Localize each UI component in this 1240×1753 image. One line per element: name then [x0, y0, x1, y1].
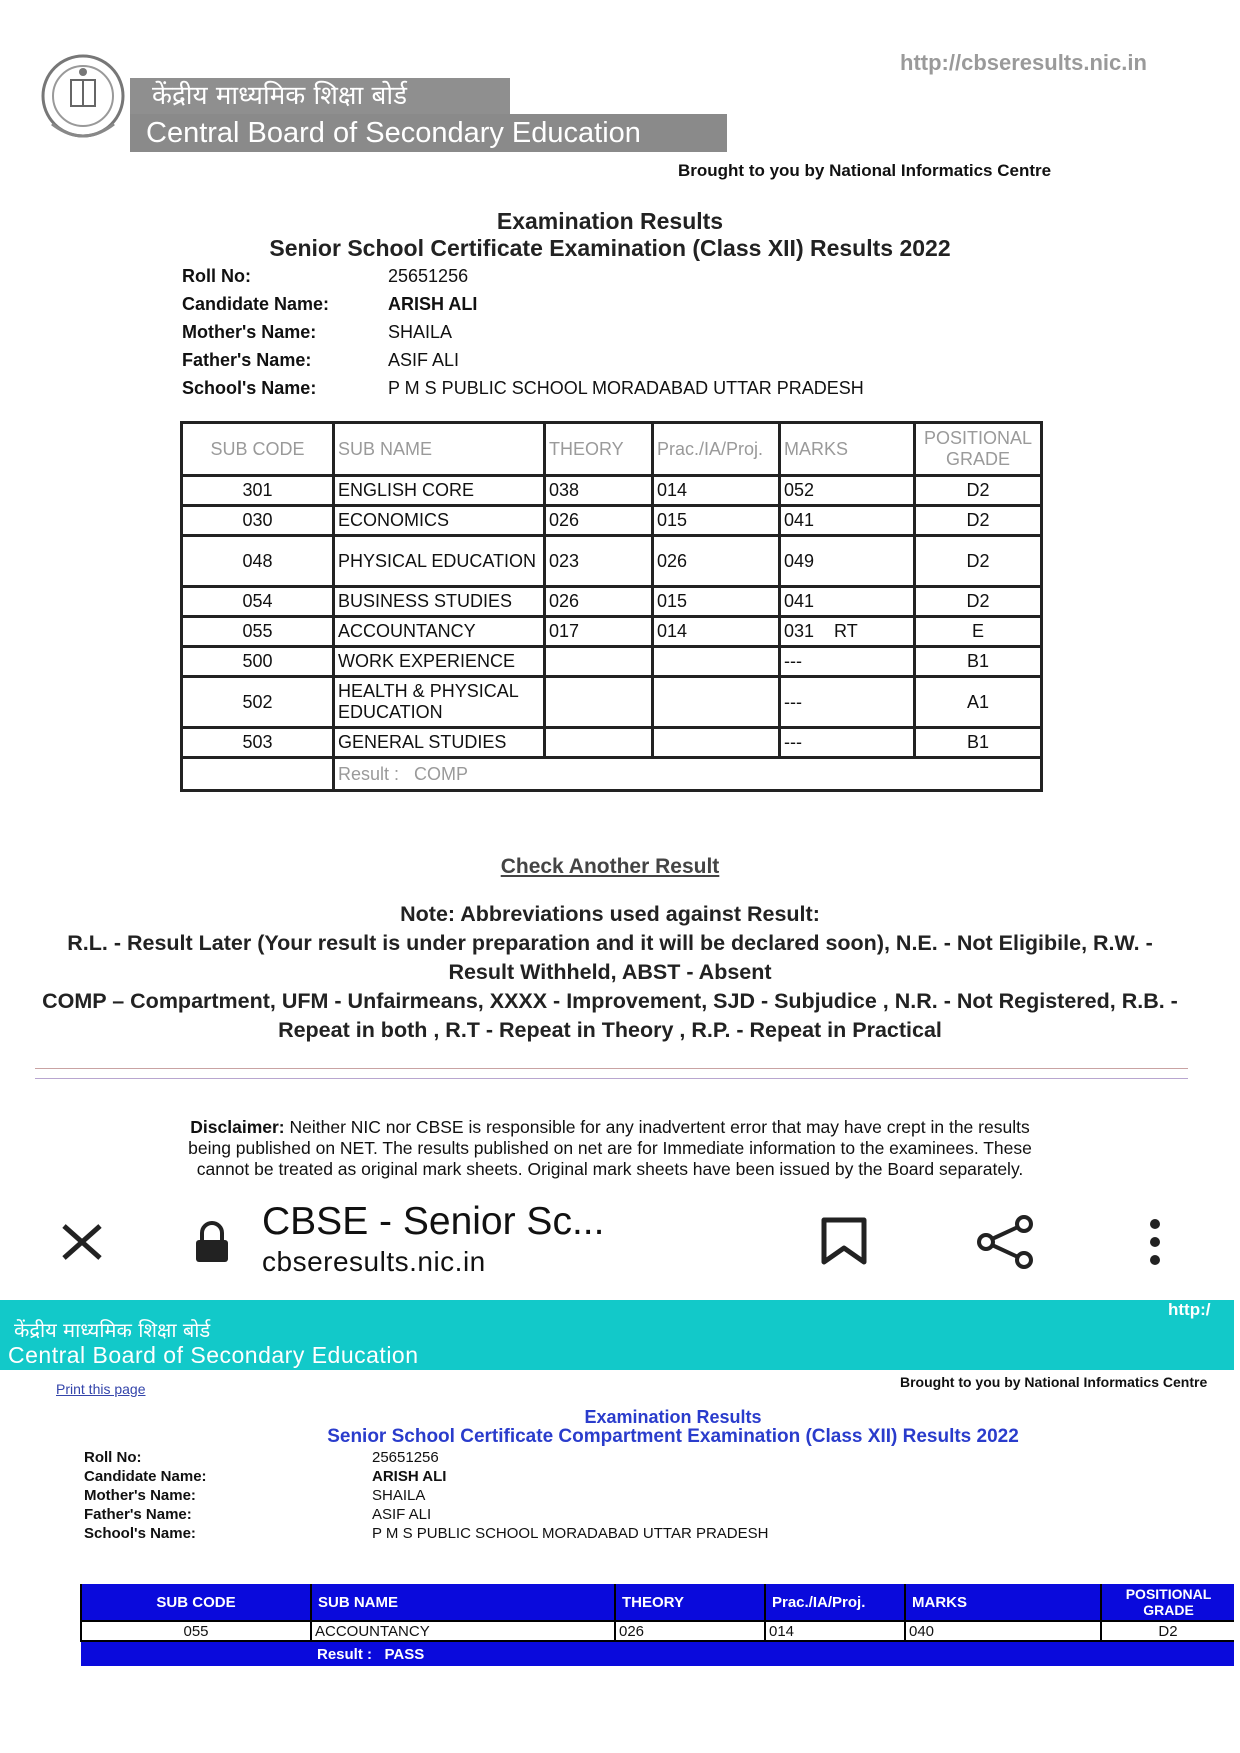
header-marks: MARKS: [905, 1584, 1101, 1621]
print-page-link[interactable]: Print this page: [56, 1381, 146, 1397]
english-title: Central Board of Secondary Education: [8, 1342, 419, 1368]
cell-grade: D2: [915, 476, 1042, 506]
divider: [35, 1078, 1188, 1079]
cell-name: WORK EXPERIENCE: [334, 647, 545, 677]
cell-name: ECONOMICS: [334, 506, 545, 536]
marks-header-row: [81, 1584, 1235, 1621]
disclaimer: [180, 1117, 1040, 1195]
cell-practical: 015: [653, 506, 780, 536]
note-line-2: COMP – Compartment, UFM - Unfairmeans, XXXX - Improvement, SJD - Subjudice , N.R. - Not Registered, R.B. - Repeat in both , R.T - Repeat in Theory , R.P. - Repeat in Practical: [42, 989, 1178, 1042]
check-another-result-link[interactable]: Check Another Result: [500, 855, 720, 878]
cell-name: HEALTH & PHYSICAL EDUCATION: [334, 677, 545, 728]
school-name-value: P M S PUBLIC SCHOOL MORADABAD UTTAR PRADESH: [372, 1525, 769, 1542]
compartment-marks-table: [80, 1584, 1236, 1666]
cell-code: 301: [182, 476, 334, 506]
lock-icon: [192, 1220, 232, 1264]
tab-domain: cbseresults.nic.in: [262, 1246, 486, 1277]
cell-marks: ---: [780, 647, 915, 677]
cell-marks: 049: [780, 536, 915, 587]
father-name-value: ASIF ALI: [372, 1506, 432, 1523]
header-marks: MARKS: [780, 423, 915, 476]
more-vert-icon[interactable]: [1140, 1216, 1170, 1268]
cell-theory: 026: [545, 587, 653, 617]
result-status: Result : PASS: [311, 1641, 1235, 1666]
bookmark-icon[interactable]: [818, 1216, 870, 1266]
cell-code: 502: [182, 677, 334, 728]
header-grade-line2: GRADE: [945, 449, 1010, 469]
header-sub-code: SUB CODE: [81, 1584, 311, 1621]
result-row: [182, 758, 1042, 791]
header-grade-line1: POSITIONAL: [1125, 1586, 1212, 1602]
result-empty-cell: [81, 1641, 311, 1666]
close-icon[interactable]: [58, 1222, 108, 1262]
roll-label: Roll No:: [84, 1449, 142, 1466]
exam-subheading: Senior School Certificate Compartment Examination (Class XII) Results 2022: [327, 1426, 1019, 1447]
header-practical: Prac./IA/Proj.: [653, 423, 780, 476]
cell-practical: [653, 677, 780, 728]
note-line-1: R.L. - Result Later (Your result is under preparation and it will be declared soon), N.E. - Not Eligibile, R.W. - Result Withheld, ABST - Absent: [67, 931, 1153, 984]
cell-theory: [545, 677, 653, 728]
disclaimer-label: Disclaimer:: [190, 1117, 285, 1137]
cell-code: 503: [182, 728, 334, 758]
mother-name-value: SHAILA: [388, 322, 453, 342]
nic-credit: Brought to you by National Informatics Centre: [900, 1374, 1208, 1390]
cell-code: 054: [182, 587, 334, 617]
table-row: [182, 476, 1042, 506]
candidate-name-value: ARISH ALI: [372, 1468, 447, 1485]
page-edge: [1234, 1290, 1240, 1710]
cell-theory: 026: [615, 1621, 765, 1641]
cell-grade: D2: [915, 506, 1042, 536]
cell-name: ACCOUNTANCY: [334, 617, 545, 647]
roll-value: 25651256: [388, 266, 469, 286]
header-theory: THEORY: [615, 1584, 765, 1621]
header-sub-code: SUB CODE: [182, 423, 334, 476]
header-grade-line1: POSITIONAL: [923, 428, 1033, 448]
hindi-title-banner: केंद्रीय माध्यमिक शिक्षा बोर्ड: [130, 78, 510, 114]
exam-heading: Examination Results: [496, 208, 724, 234]
mobile-browser-bar: [0, 1196, 1240, 1300]
school-name-label: School's Name:: [84, 1525, 196, 1542]
table-row: [182, 728, 1042, 758]
candidate-name-label: Candidate Name:: [182, 294, 330, 314]
cell-practical: 015: [653, 587, 780, 617]
cell-grade: B1: [915, 728, 1042, 758]
school-name-label: School's Name:: [182, 378, 317, 398]
father-name-label: Father's Name:: [84, 1506, 192, 1523]
disclaimer-text: Neither NIC nor CBSE is responsible for any inadvertent error that may have crept in the results being published on NET. The results published on net are for Immediate information to the examinees. These cannot be treated as original mark sheets. Original mark sheets have been issued by the Board separately.: [188, 1117, 1032, 1179]
table-row: [182, 677, 1042, 728]
mother-name-label: Mother's Name:: [182, 322, 317, 342]
header-theory: THEORY: [545, 423, 653, 476]
cell-practical: 014: [653, 617, 780, 647]
cell-name: GENERAL STUDIES: [334, 728, 545, 758]
cell-grade: B1: [915, 647, 1042, 677]
cell-practical: [653, 647, 780, 677]
header-sub-name: SUB NAME: [334, 423, 545, 476]
cell-marks: ---: [780, 728, 915, 758]
table-row: [182, 617, 1042, 647]
table-row: [182, 536, 1042, 587]
cell-name: ENGLISH CORE: [334, 476, 545, 506]
cell-marks: 052: [780, 476, 915, 506]
exam-subheading: Senior School Certificate Examination (Class XII) Results 2022: [269, 235, 951, 261]
roll-label: Roll No:: [182, 266, 251, 286]
cell-theory: [545, 647, 653, 677]
result-status: Result : COMP: [334, 758, 1042, 791]
school-name-value: P M S PUBLIC SCHOOL MORADABAD UTTAR PRADESH: [388, 378, 864, 398]
result-empty-cell: [182, 758, 334, 791]
roll-value: 25651256: [372, 1449, 439, 1466]
father-name-label: Father's Name:: [182, 350, 312, 370]
header-grade: [915, 423, 1042, 476]
header-practical: Prac./IA/Proj.: [765, 1584, 905, 1621]
cell-theory: [545, 728, 653, 758]
cell-practical: 014: [653, 476, 780, 506]
site-url-partial: http:/: [1168, 1300, 1211, 1319]
cell-code: 030: [182, 506, 334, 536]
share-icon[interactable]: [974, 1214, 1038, 1270]
note-title: Note: Abbreviations used against Result:: [400, 902, 820, 926]
mother-name-value: SHAILA: [372, 1487, 426, 1504]
cell-marks: 041: [780, 506, 915, 536]
candidate-name-label: Candidate Name:: [84, 1468, 207, 1485]
cell-name: PHYSICAL EDUCATION: [334, 536, 545, 587]
cell-marks: ---: [780, 677, 915, 728]
cell-name: ACCOUNTANCY: [311, 1621, 615, 1641]
marks-table: [180, 421, 1043, 792]
cell-grade: D2: [1101, 1621, 1235, 1641]
header-grade: [1101, 1584, 1235, 1621]
cell-theory: 026: [545, 506, 653, 536]
result-row: [81, 1641, 1235, 1666]
cell-code: 500: [182, 647, 334, 677]
hindi-title: केंद्रीय माध्यमिक शिक्षा बोर्ड: [14, 1318, 211, 1342]
cell-code: 055: [81, 1621, 311, 1641]
cell-grade: D2: [915, 587, 1042, 617]
divider: [35, 1068, 1188, 1069]
cell-theory: 017: [545, 617, 653, 647]
english-title-banner: Central Board of Secondary Education: [130, 114, 727, 152]
cell-code: 055: [182, 617, 334, 647]
mother-name-label: Mother's Name:: [84, 1487, 196, 1504]
table-row: [182, 587, 1042, 617]
tab-title: CBSE - Senior Sc...: [262, 1200, 605, 1243]
exam-heading: Examination Results: [584, 1407, 762, 1427]
cell-grade: A1: [915, 677, 1042, 728]
table-row: [182, 647, 1042, 677]
cell-marks: 031 RT: [780, 617, 915, 647]
cell-name: BUSINESS STUDIES: [334, 587, 545, 617]
table-row: [81, 1621, 1235, 1641]
cell-practical: [653, 728, 780, 758]
cell-grade: E: [915, 617, 1042, 647]
cell-practical: 014: [765, 1621, 905, 1641]
cell-grade: D2: [915, 536, 1042, 587]
cell-theory: 023: [545, 536, 653, 587]
cbse-emblem-icon: [38, 52, 128, 150]
cell-theory: 038: [545, 476, 653, 506]
header-grade-line2: GRADE: [1143, 1602, 1194, 1618]
nic-credit: Brought to you by National Informatics Centre: [678, 161, 1052, 180]
header-sub-name: SUB NAME: [311, 1584, 615, 1621]
abbreviations-note: [40, 900, 1180, 1045]
cell-code: 048: [182, 536, 334, 587]
candidate-name-value: ARISH ALI: [388, 294, 478, 314]
table-row: [182, 506, 1042, 536]
site-url: http://cbseresults.nic.in: [900, 50, 1147, 75]
cell-marks: 040: [905, 1621, 1101, 1641]
cell-practical: 026: [653, 536, 780, 587]
cell-marks: 041: [780, 587, 915, 617]
marks-header-row: [182, 423, 1042, 476]
father-name-value: ASIF ALI: [388, 350, 460, 370]
